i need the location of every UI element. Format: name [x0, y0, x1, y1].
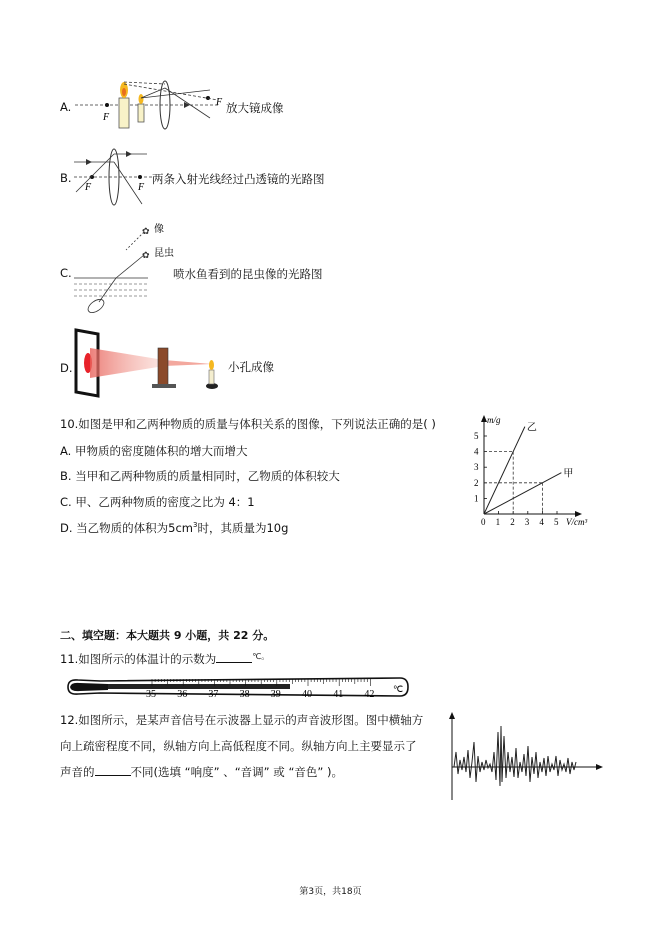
sound-waveform-figure [444, 712, 604, 802]
y-tick-label: 4 [474, 446, 479, 457]
q11-stem: 11.如图所示的体温计的示数为 ℃。 [60, 652, 270, 666]
series-label: 甲 [563, 468, 574, 480]
option-b-caption: 两条入射光线经过凸透镜的光路图 [152, 172, 325, 186]
option-a-letter: A. [60, 100, 72, 114]
x-axis-label: V/cm³ [566, 517, 588, 527]
option-a-caption: 放大镜成像 [226, 101, 284, 115]
option-c-letter: C. [60, 266, 72, 280]
y-tick-label: 5 [474, 431, 479, 441]
q12-answer-blank[interactable] [95, 765, 131, 776]
thermo-scale-label: 40 [302, 689, 312, 700]
svg-text:✿: ✿ [142, 227, 150, 237]
q11-answer-blank[interactable] [216, 652, 252, 663]
x-tick-label: 2 [510, 517, 515, 527]
focal-f-left: F [85, 182, 92, 193]
thermo-scale-label: 38 [239, 689, 250, 700]
y-tick-label: 2 [474, 477, 479, 488]
section2-heading: 二、填空题：本大题共 9 小题，共 22 分。 [60, 629, 275, 642]
focal-f-left: F [103, 112, 110, 123]
label-image: 像 [154, 224, 164, 235]
focal-f-right: F [138, 182, 145, 193]
thermo-scale-label: 36 [177, 689, 188, 700]
series-line-甲 [484, 473, 561, 514]
option-d-letter: D. [60, 361, 73, 375]
svg-text:✿: ✿ [142, 251, 150, 261]
series-line-乙 [484, 427, 525, 514]
focal-f-right: F [216, 97, 223, 108]
q12-line1: 12.如图所示，是某声音信号在示波器上显示的声音波形图。图中横轴方 [60, 713, 424, 727]
option-d-pinhole-diagram [72, 328, 227, 400]
option-d-caption: 小孔成像 [228, 360, 274, 374]
thermo-scale-label: 39 [270, 689, 281, 700]
y-tick-label: 3 [474, 462, 479, 473]
clinical-thermometer [60, 672, 410, 702]
x-tick-label: 5 [554, 517, 559, 527]
x-tick-label: 4 [539, 517, 544, 527]
x-tick-label: 1 [495, 517, 501, 527]
thermo-scale-label: 35 [146, 689, 156, 700]
option-c-caption: 喷水鱼看到的昆虫像的光路图 [173, 267, 323, 281]
q12-line3: 声音的 不同(选填 “响度” 、“音调” 或 “音色” )。 [60, 765, 343, 779]
thermo-scale-label: 41 [333, 689, 344, 700]
q10-option-d: D. 当乙物质的体积为$5cm^3$时，其质量为10g [60, 521, 289, 535]
option-a-magnifier-diagram [70, 78, 235, 130]
q10-option-a: A. 甲物质的密度随体积的增大而增大 [60, 444, 248, 458]
option-b-lens-diagram [72, 142, 162, 212]
q10-option-c: C. 甲、乙两种物质的密度之比为 4：1 [60, 495, 255, 509]
x-tick-label: 3 [524, 517, 530, 527]
thermo-scale-label: 42 [364, 689, 375, 700]
thermo-unit: ℃ [393, 684, 404, 694]
waveform-trace [454, 726, 576, 786]
q12-line2: 向上疏密程度不同，纵轴方向上高低程度不同。纵轴方向上主要显示了 [60, 739, 417, 753]
q10-option-b: B. 当甲和乙两种物质的质量相同时，乙物质的体积较大 [60, 469, 340, 483]
x-tick-label: 0 [481, 517, 486, 527]
option-b-letter: B. [60, 171, 72, 185]
label-insect: 昆虫 [154, 248, 174, 259]
thermo-scale-label: 37 [208, 689, 219, 700]
mass-volume-chart [466, 413, 606, 528]
series-label: 乙 [526, 422, 537, 434]
y-tick-label: 1 [474, 493, 479, 504]
page-footer: 第3页，共18页 [299, 887, 362, 897]
option-c-fish-diagram [74, 220, 179, 320]
q10-stem: 10.如图是甲和乙两种物质的质量与体积关系的图像，下列说法正确的是( ) [60, 417, 436, 431]
y-axis-label: m/g [487, 415, 501, 425]
